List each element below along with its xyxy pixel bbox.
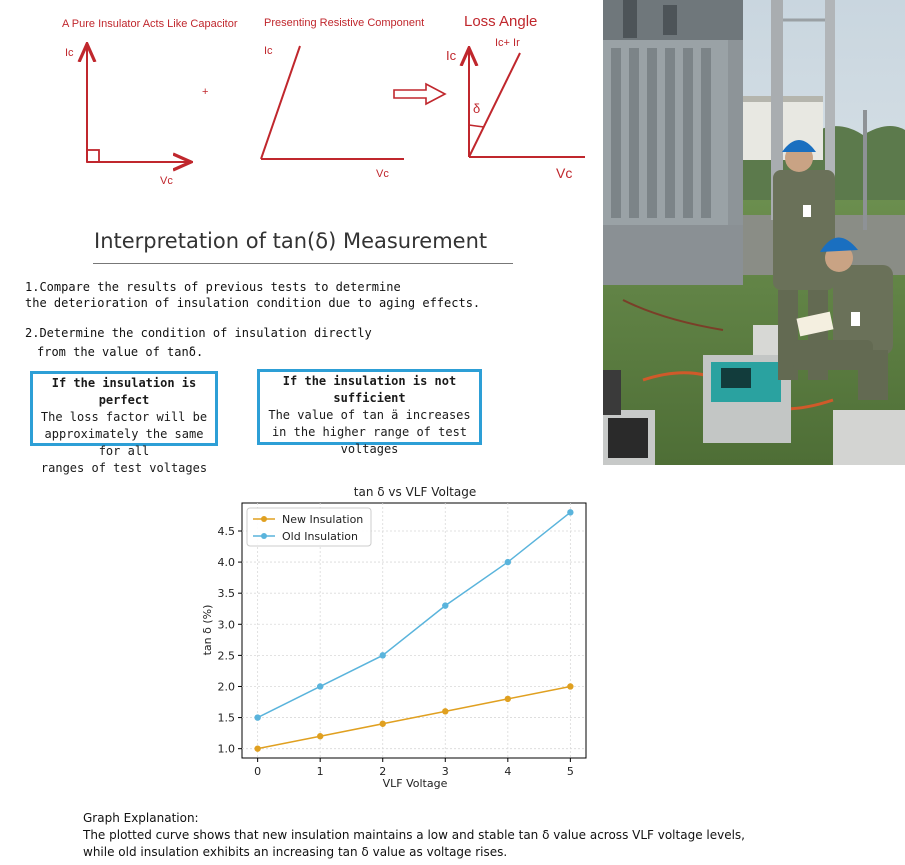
resistive-phasor xyxy=(261,45,404,180)
y-axis-label: tan δ (%) xyxy=(201,604,214,656)
x-tick-label: 0 xyxy=(254,765,262,778)
data-point xyxy=(567,509,573,515)
data-point xyxy=(442,602,448,608)
not-sufficient-box xyxy=(257,369,482,456)
explanation-line-1: The plotted curve shows that new insulation maintains a low and stable tan δ value across VLF voltage levels, xyxy=(83,828,745,842)
point-2-line-2: from the value of tanδ. xyxy=(37,345,204,359)
box-line: ranges of test voltages xyxy=(40,461,208,475)
x-tick-label: 2 xyxy=(379,765,387,778)
y-tick-label: 1.5 xyxy=(217,711,235,725)
point-1-line-2: the deterioration of insulation condition due to aging effects. xyxy=(25,296,481,310)
x-tick-label: 3 xyxy=(441,765,449,778)
point-2-line-1: 2.Determine the condition of insulation directly xyxy=(25,326,372,340)
legend-label: New Insulation xyxy=(282,513,364,526)
chart-title: tan δ vs VLF Voltage xyxy=(353,485,477,499)
box-line: The loss factor will be xyxy=(40,410,208,424)
data-point xyxy=(567,683,573,689)
y-tick-label: 3.5 xyxy=(217,587,235,601)
phasor-diagrams xyxy=(0,0,600,200)
delta-label: δ xyxy=(473,101,481,116)
y-tick-label: 4.0 xyxy=(217,556,235,570)
point-1-line-1: 1.Compare the results of previous tests to determine xyxy=(25,280,401,294)
x-tick-label: 4 xyxy=(504,765,512,778)
x-tick-label: 5 xyxy=(566,765,574,778)
ic-label: Ic xyxy=(446,48,457,63)
vc-label: Vc xyxy=(556,165,573,181)
legend-marker xyxy=(261,533,267,539)
loss-angle-phasor xyxy=(446,37,585,181)
data-point xyxy=(317,733,323,739)
data-point xyxy=(380,721,386,727)
vc-label: Vc xyxy=(376,168,389,180)
data-point xyxy=(505,696,511,702)
graph-explanation xyxy=(83,810,898,861)
box-line: in the higher range of test xyxy=(271,425,468,439)
page-title: Interpretation of tan(δ) Measurement xyxy=(94,229,488,253)
data-point xyxy=(380,652,386,658)
y-tick-label: 4.5 xyxy=(217,524,235,538)
data-point xyxy=(442,708,448,714)
plus-sign: + xyxy=(202,86,209,98)
explanation-title: Graph Explanation: xyxy=(83,811,199,825)
box-line: voltages xyxy=(340,442,399,456)
legend-marker xyxy=(261,516,267,522)
capacitor-title: A Pure Insulator Acts Like Capacitor xyxy=(62,18,238,30)
box-line: The value of tan ä increases xyxy=(268,408,471,422)
field-test-photo xyxy=(603,0,905,465)
tan-delta-chart xyxy=(195,478,595,798)
explanation-line-2: while old insulation exhibits an increasing tan δ value as voltage rises. xyxy=(83,845,508,859)
capacitor-phasor xyxy=(65,46,189,187)
x-tick-label: 1 xyxy=(316,765,324,778)
vc-label: Vc xyxy=(160,175,173,187)
box-line: approximately the same for all xyxy=(44,427,204,458)
title-underline xyxy=(93,263,513,264)
y-tick-label: 3.0 xyxy=(217,618,235,632)
loss-angle-title: Loss Angle xyxy=(464,13,538,30)
data-point xyxy=(317,683,323,689)
perfect-insulation-box xyxy=(30,371,218,475)
y-tick-label: 2.5 xyxy=(217,649,235,663)
ic-label: Ic xyxy=(264,45,273,57)
data-point xyxy=(254,745,260,751)
legend-label: Old Insulation xyxy=(282,530,358,543)
box-title: If the insulation is not sufficient xyxy=(282,374,457,405)
data-point xyxy=(254,714,260,720)
ic-label: Ic xyxy=(65,47,74,59)
box-title: If the insulation is perfect xyxy=(51,376,197,407)
data-point xyxy=(505,559,511,565)
x-axis-label: VLF Voltage xyxy=(382,777,448,790)
ic-ir-label: Ic+ Ir xyxy=(495,37,520,49)
y-tick-label: 2.0 xyxy=(217,680,235,694)
legend xyxy=(247,508,371,546)
arrow-right-icon xyxy=(394,84,445,104)
y-tick-label: 1.0 xyxy=(217,742,235,756)
resistive-title: Presenting Resistive Component xyxy=(264,17,425,29)
